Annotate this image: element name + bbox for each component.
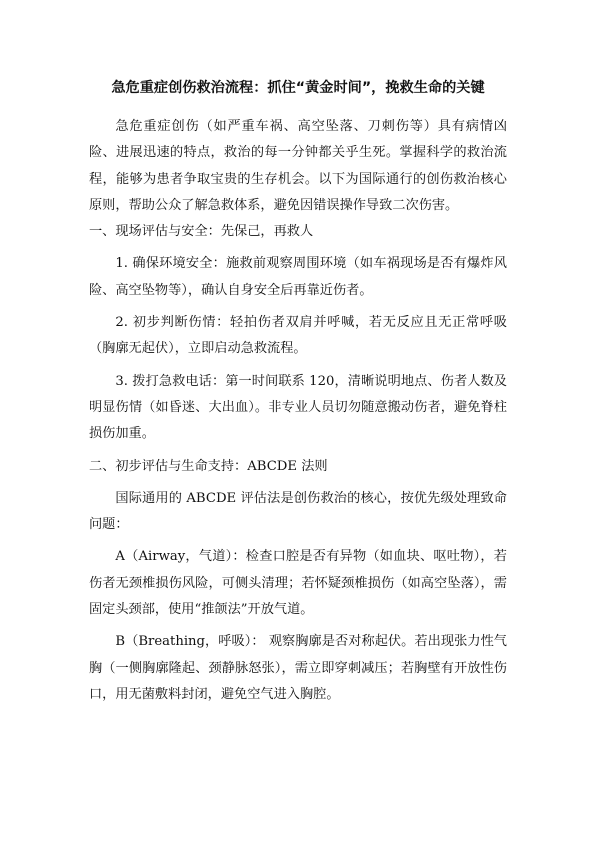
list-item-1: 1. 确保环境安全：施救前观察周围环境（如车祸现场是否有爆炸风险、高空坠物等），确认自身安全后再靠近伤者。: [89, 256, 507, 298]
intro-paragraph: 急危重症创伤（如严重车祸、高空坠落、刀刺伤等）具有病情凶险、进展迅速的特点，救治的每一分钟都关乎生死。掌握科学的救治流程，能够为患者争取宝贵的生存机会。以下为国际通行的创伤救治核心原则，帮助公众了解急救体系，避免因错误操作导致二次伤害。: [89, 119, 507, 213]
section-heading-2: 二、初步评估与生命支持：ABCDE 法则: [89, 458, 328, 474]
airway-paragraph: A（Airway，气道）：检查口腔是否有异物（如血块、呕吐物），若伤者无颈椎损伤风险，可侧头清理；若怀疑颈椎损伤（如高空坠落），需固定头颈部，使用“推颌法”开放气道。: [89, 549, 507, 618]
list-item-2: 2. 初步判断伤情：轻拍伤者双肩并呼喊，若无反应且无正常呼吸（胸廓无起伏），立即启动急救流程。: [89, 315, 507, 357]
document-title: 急危重症创伤救治流程：抓住“黄金时间”，挽救生命的关键: [111, 80, 485, 96]
breathing-paragraph: B（Breathing，呼吸）： 观察胸廓是否对称起伏。若出现张力性气胸（一侧胸廓隆起、颈静脉怒张），需立即穿刺减压；若胸壁有开放性伤口，用无菌敷料封闭，避免空气进入胸腔。: [89, 634, 507, 702]
section-heading-1: 一、现场评估与安全：先保己，再救人: [89, 224, 314, 240]
abcde-intro-paragraph: 国际通用的 ABCDE 评估法是创伤救治的核心，按优先级处理致命问题：: [89, 490, 507, 533]
list-item-3: 3. 拨打急救电话：第一时间联系 120，清晰说明地点、伤者人数及明显伤情（如昏迷、大出血）。非专业人员切勿随意搬动伤者，避免脊柱损伤加重。: [89, 373, 507, 442]
